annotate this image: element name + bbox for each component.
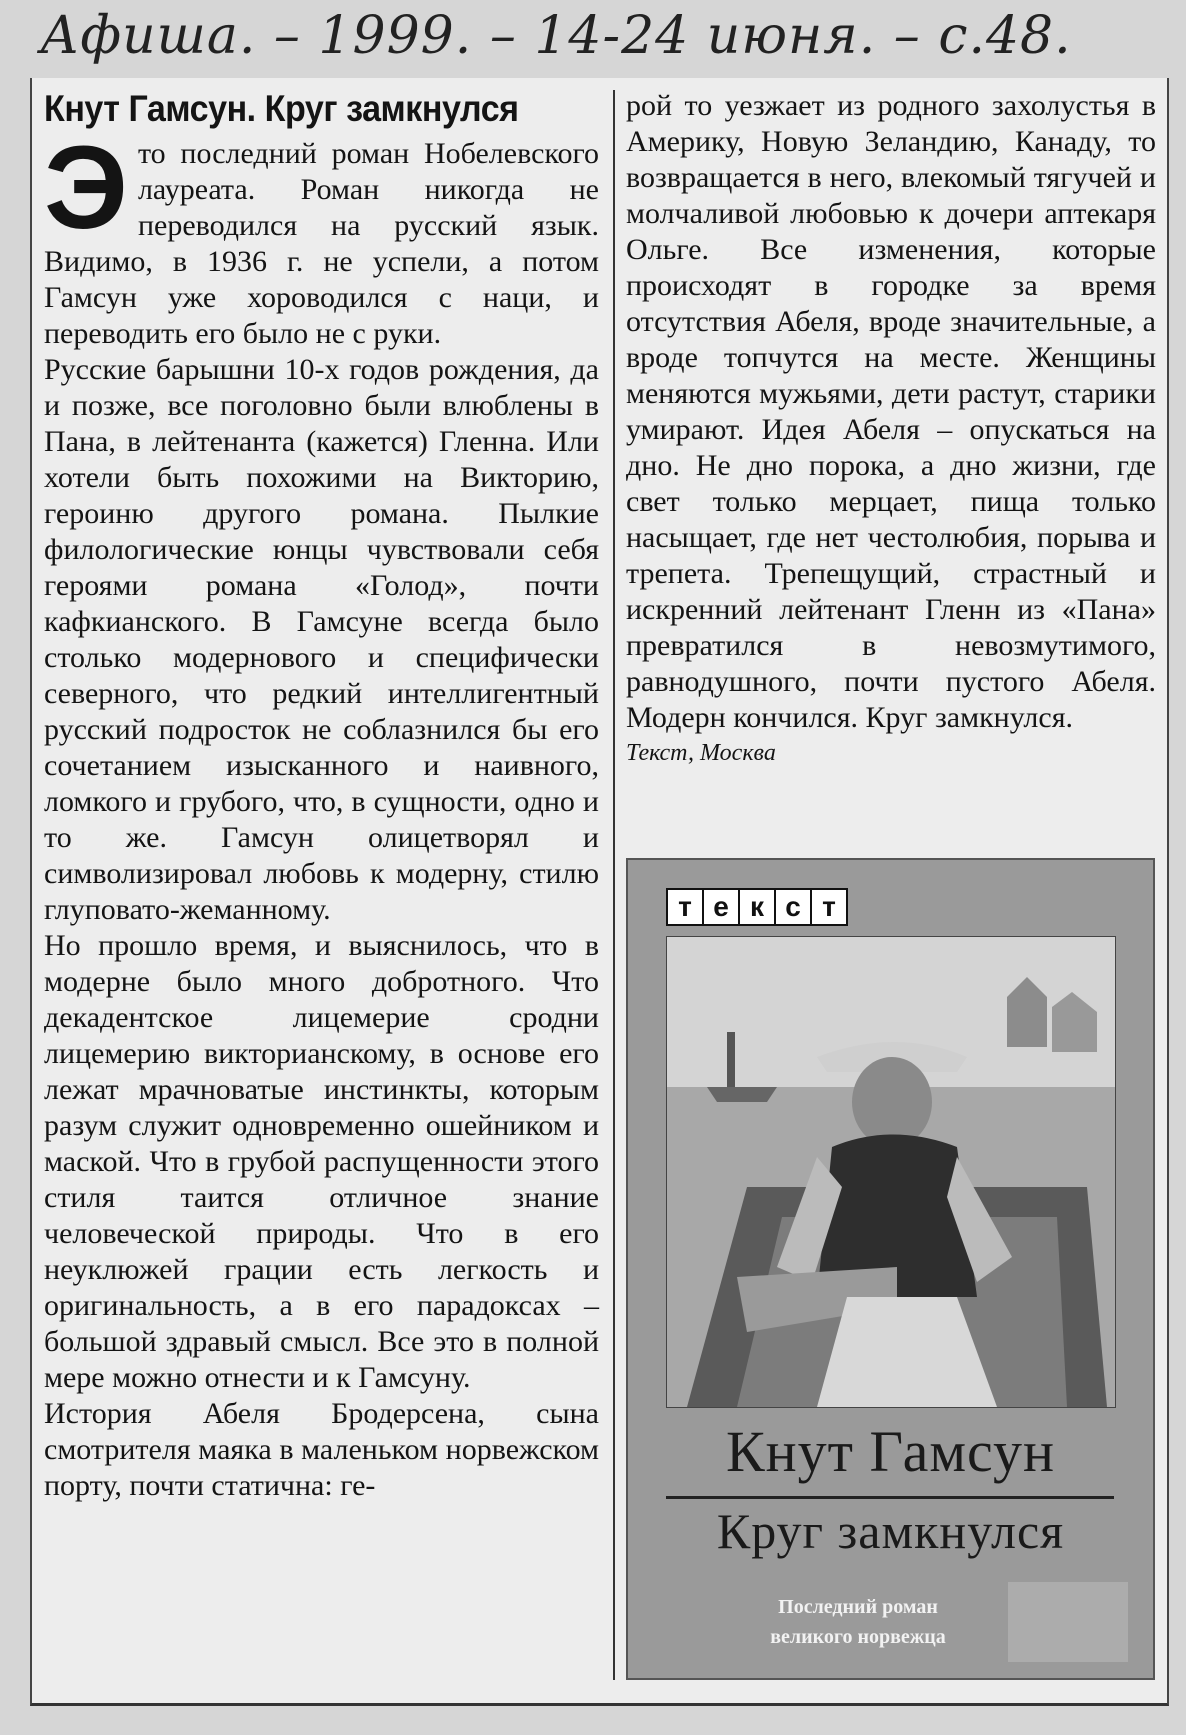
article-paragraph-1 [44,122,599,352]
publisher-logo-letter: к [740,890,776,924]
cover-tagline-line-1: Последний роман [778,1596,938,1618]
article-continuation: рой то уезжает из родного захолустья в Америку, Новую Зеландию, Канаду, то возвращается в него, влекомый тягучей и молчаливой любовью к дочери аптекаря Ольге. Все изменения, которые происходят в городке за время отсутствия Абеля, вроде значительные, а вроде топчутся на месте. Женщины меняются мужьями, дети растут, старики умирают. Идея Абеля – опускаться на дно. Не дно порока, а дно жизни, где свет только мерцает, пища только насыщает, где нет честолюбия, порыва и трепета. Трепещущий, страстный и искренний лейтенант Гленн из «Пана» превратился в невозмутимого, равнодушного, почти пустого Абеля. Модерн кончился. Круг замкнулся. [626,89,1156,734]
article-paragraph-4: История Абеля Бродерсена, сына смотрителя маяка в маленьком норвежском порту, почти статична: ге- [44,1397,599,1502]
cover-tagline-line-2: великого норвежца [770,1626,946,1648]
right-column [626,88,1156,767]
cover-author-name: Кнут Гамсун [725,1419,1056,1484]
cover-tagline [738,1592,978,1652]
article-paragraph-2: Русские барышни 10-х годов рождения, да и позже, все поголовно были влюблены в Пана, в лейтенанта (кажется) Гленна. Или хотели быть похожими на Викторию, героиню другого романа. Пылкие филологические юнцы чувствовали себя героями романа «Голод», почти кафкианского. В Гамсуне всегда было столько модернового и специфически северного, что редкий интеллигентный русский подросток не соблазнился бы его сочетанием изысканного и наивного, ломкого и грубого, что, в сущности, одно и то же. Гамсун олицетворял и символизировал любовь к модерну, стилю глуповато-жеманному. [44,353,599,926]
book-cover-image [626,858,1155,1680]
article-title: Кнут Гамсун. Круг замкнулся [44,88,519,129]
publisher-logo [666,888,848,926]
publisher-credit: Текст, Москва [626,740,776,766]
publisher-logo-letter: с [776,890,812,924]
column-divider [613,90,615,1680]
publisher-logo-letter: т [822,891,836,922]
handwritten-annotation: Афиша. – 1999. – 14-24 июня. – с.48. [40,6,1072,66]
cover-painting-man-in-boat [666,936,1116,1408]
article-paragraph-3: Но прошло время, и выяснилось, что в модерне было много добротного. Что декадентское лицемерие сродни лицемерию викторианскому, в основе его лежат мрачноватые инстинкты, которым разум служит одновременно ошейником и маской. Что в грубой распущенности этого стиля таится отличное знание человеческой природы. Что в его неуклюжей грации есть легкость и оригинальность, а в его парадоксах – большой здравый смысл. Все это в полной мере можно отнести и к Гамсуну. [44,929,599,1394]
publisher-logo-letter: т [668,890,704,924]
drop-cap: Э [44,122,128,254]
cover-rule-line [666,1496,1114,1499]
painting-illustration [667,937,1115,1407]
paragraph-1-text: то последний роман Нобелевского лауреата. Роман никогда не переводился на русский язык. Видимо, в 1936 г. не успели, а потом Гамсун уже хороводился с наци, и переводить его было не с руки. [44,137,599,350]
left-column [44,88,599,1504]
newspaper-clipping [30,78,1169,1706]
publisher-logo-letter: е [704,890,740,924]
cover-small-sketch [1008,1582,1128,1662]
cover-book-title: Круг замкнулся [716,1503,1065,1559]
